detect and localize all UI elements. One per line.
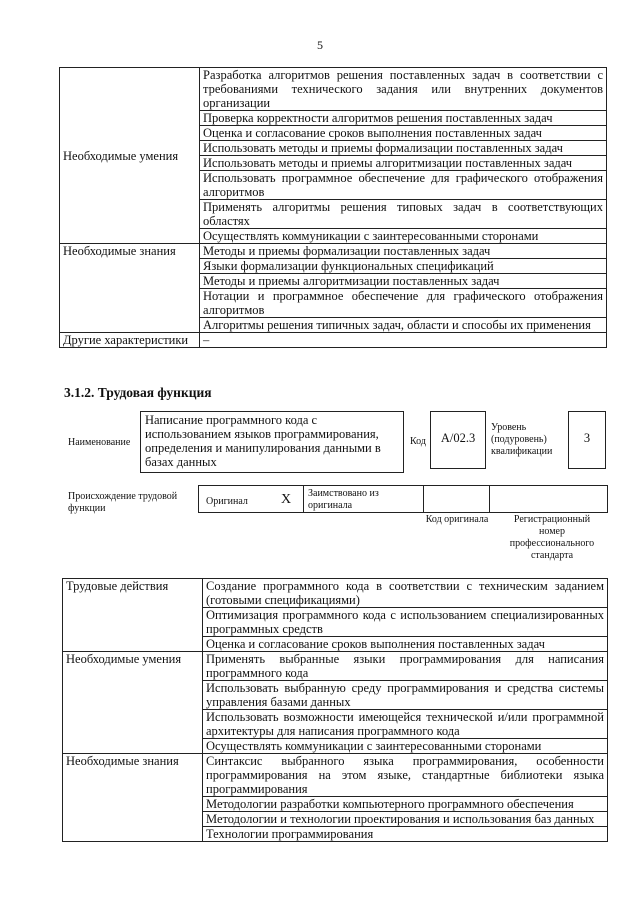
code-original-label: Код оригинала — [425, 514, 489, 525]
knowledge-item: Методологии разработки компьютерного программного обеспечения — [203, 797, 608, 812]
knowledge-item: Нотации и программное обеспечение для графического отображения алгоритмов — [200, 289, 607, 318]
knowledge-item: Технологии программирования — [203, 827, 608, 842]
row-label-skills: Необходимые умения — [60, 68, 200, 244]
code-value: A/02.3 — [440, 431, 476, 445]
origin-label: Происхождение трудовой функции — [68, 491, 178, 514]
knowledge-item: Методы и приемы формализации поставленных задач — [200, 244, 607, 259]
divider — [489, 485, 490, 512]
action-item: Оптимизация программного кода с использованием специализированных программных средств — [203, 608, 608, 637]
action-item: Оценка и согласование сроков выполнения поставленных задач — [203, 637, 608, 652]
knowledge-item: Методологии и технологии проектирования и использования баз данных — [203, 812, 608, 827]
knowledge-item: Алгоритмы решения типичных задач, области и способы их применения — [200, 318, 607, 333]
table-row — [60, 333, 607, 348]
table-actions-skills-knowledge-2 — [62, 578, 608, 842]
table-row — [63, 652, 608, 681]
skill-item: Осуществлять коммуникации с заинтересованными сторонами — [203, 739, 608, 754]
row-label-actions: Трудовые действия — [63, 579, 203, 652]
section-title: 3.1.2. Трудовая функция — [64, 385, 212, 400]
divider — [423, 485, 424, 512]
original-label: Оригинал — [206, 496, 248, 507]
level-label: Уровень (подуровень) квалификации — [491, 422, 553, 457]
level-box — [568, 411, 606, 469]
page-number: 5 — [317, 38, 323, 52]
knowledge-item: Синтаксис выбранного языка программирования, особенности программирования на этом языке, стандартные библиотеки языка программирования — [203, 754, 608, 797]
original-mark: X — [281, 492, 292, 507]
table-row — [60, 68, 607, 111]
level-value: 3 — [583, 431, 591, 445]
skill-item: Проверка корректности алгоритмов решения поставленных задач — [200, 111, 607, 126]
action-item: Создание программного кода в соответствии с техническим заданием (готовыми спецификациями) — [203, 579, 608, 608]
table-skills-knowledge-1 — [59, 67, 607, 348]
name-label: Наименование — [68, 437, 131, 448]
reg-number-label: Регистрационный номер профессионального стандарта — [509, 514, 595, 561]
skill-item: Использовать выбранную среду программирования и средства системы управления базами данных — [203, 681, 608, 710]
function-name: Написание программного кода с использованием языков программирования, определения и манипулирования данными в базах данных — [145, 413, 381, 469]
table-row — [60, 244, 607, 259]
knowledge-item: Методы и приемы алгоритмизации поставленных задач — [200, 274, 607, 289]
skill-item: Использовать возможности имеющейся технической и/или программной архитектуры для написания программного кода — [203, 710, 608, 739]
skill-item: Использовать методы и приемы формализации поставленных задач — [200, 141, 607, 156]
skill-item: Использовать программное обеспечение для графического отображения алгоритмов — [200, 171, 607, 200]
skill-item: Осуществлять коммуникации с заинтересованными сторонами — [200, 229, 607, 244]
code-label: Код — [410, 436, 426, 447]
divider — [303, 485, 304, 512]
skill-item: Оценка и согласование сроков выполнения поставленных задач — [200, 126, 607, 141]
row-label-knowledge: Необходимые знания — [60, 244, 200, 333]
table-row — [63, 579, 608, 608]
row-label-knowledge: Необходимые знания — [63, 754, 203, 842]
knowledge-item: Языки формализации функциональных спецификаций — [200, 259, 607, 274]
other-value: – — [200, 333, 607, 348]
skill-item: Применять выбранные языки программирования для написания программного кода — [203, 652, 608, 681]
name-box — [140, 411, 404, 473]
skill-item: Использовать методы и приемы алгоритмизации поставленных задач — [200, 156, 607, 171]
borrowed-label: Заимствовано из оригинала — [308, 488, 379, 511]
row-label-other: Другие характеристики — [60, 333, 200, 348]
table-row — [63, 754, 608, 797]
code-box — [430, 411, 486, 469]
skill-item: Применять алгоритмы решения типовых задач в соответствующих областях — [200, 200, 607, 229]
skill-item: Разработка алгоритмов решения поставленных задач в соответствии с требованиями технического задания или внутренних документов организации — [200, 68, 607, 111]
row-label-skills: Необходимые умения — [63, 652, 203, 754]
